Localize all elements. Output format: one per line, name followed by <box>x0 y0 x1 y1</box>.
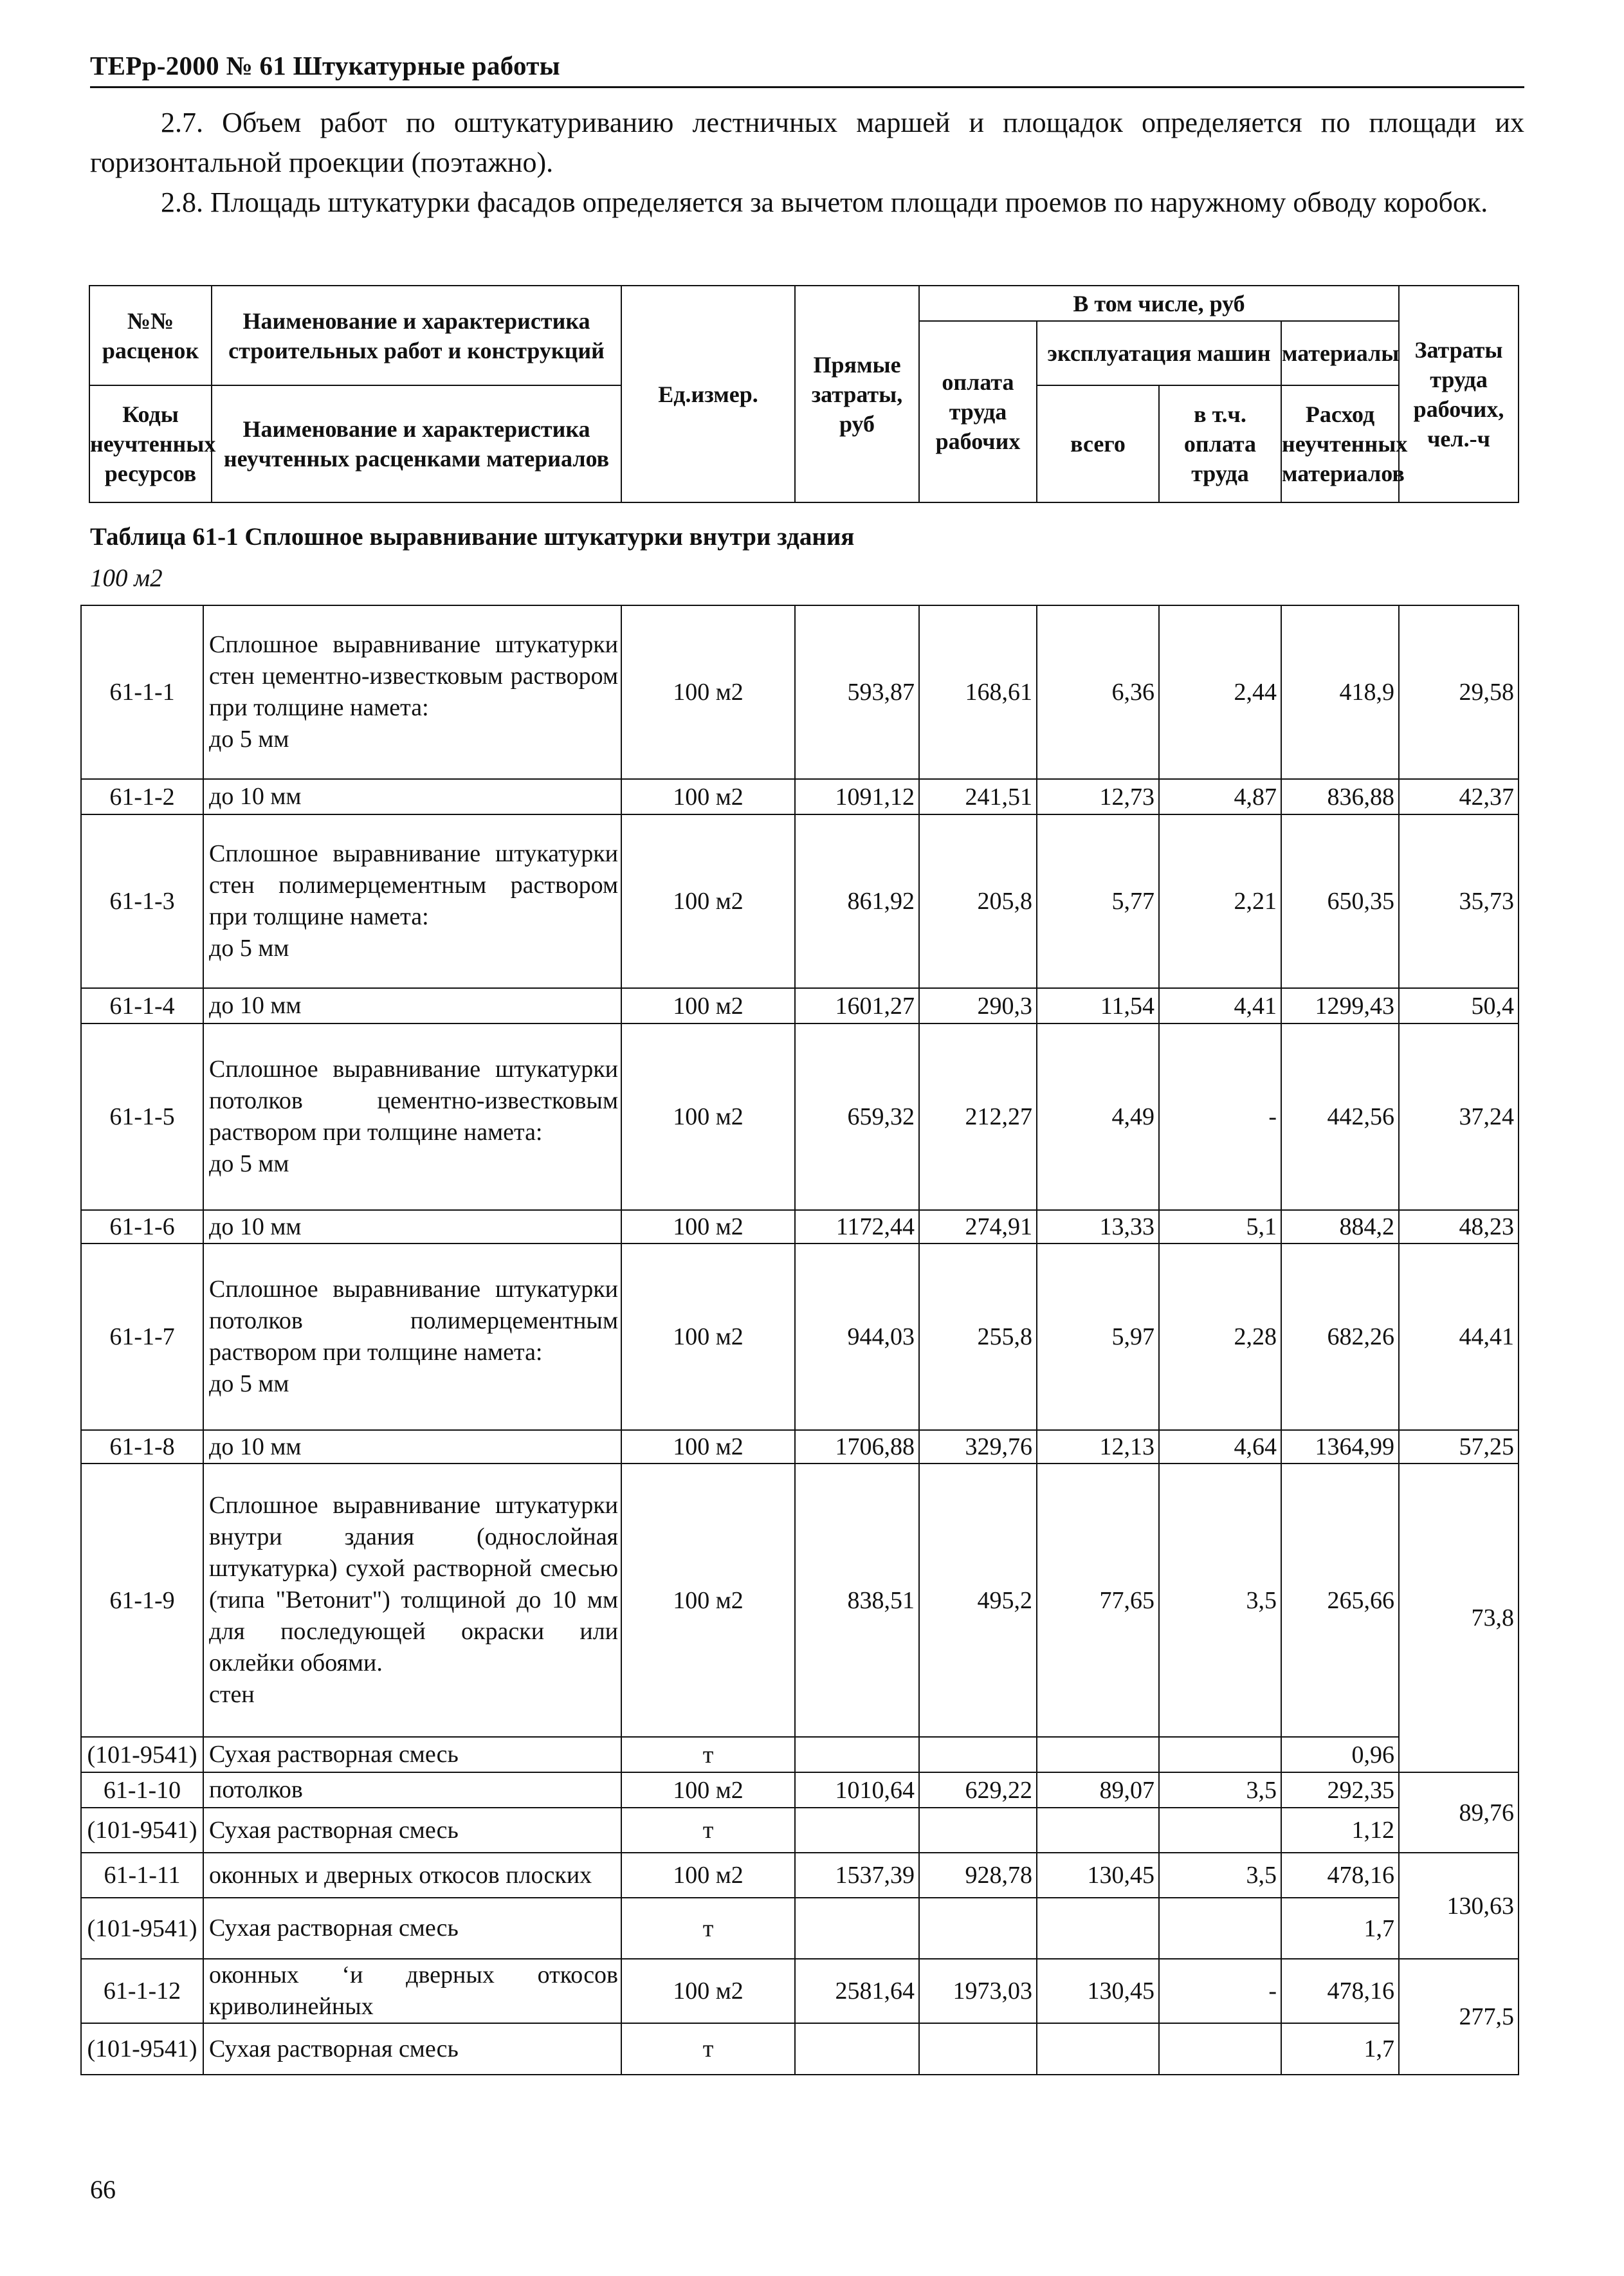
resource-amount: 1,7 <box>1281 2023 1399 2075</box>
machine-labor-cell: 3,5 <box>1159 1464 1281 1737</box>
work-description <box>203 1853 621 1898</box>
work-description-text: до 10 мм <box>209 992 302 1019</box>
resource-unit: т <box>621 1737 795 1772</box>
work-description <box>203 1244 621 1430</box>
labor-pay-cell: 241,51 <box>919 779 1037 814</box>
materials-cell: 682,26 <box>1281 1244 1399 1430</box>
machine-total-cell: 89,07 <box>1037 1772 1159 1808</box>
machine-total-cell: 77,65 <box>1037 1464 1159 1737</box>
work-description <box>203 1210 621 1244</box>
table-row <box>81 1244 1519 1430</box>
machine-total-cell: 4,49 <box>1037 1023 1159 1210</box>
labor-pay-cell: 1973,03 <box>919 1959 1037 2023</box>
direct-cost-cell: 1537,39 <box>795 1853 919 1898</box>
direct-cost-cell: 659,32 <box>795 1023 919 1210</box>
work-description-text: оконных и дверных откосов плоских <box>209 1861 592 1889</box>
work-description <box>203 779 621 814</box>
work-description-text: до 10 мм <box>209 783 302 810</box>
direct-cost-cell: 838,51 <box>795 1464 919 1737</box>
rate-code: 61-1-9 <box>81 1464 203 1737</box>
labor-pay-cell: 329,76 <box>919 1430 1037 1464</box>
unit-cell: 100 м2 <box>621 1464 795 1737</box>
work-description <box>203 1430 621 1464</box>
work-description-subitem: стен <box>209 1681 255 1708</box>
labor-pay-cell: 629,22 <box>919 1772 1037 1808</box>
header-resource-consumption: Расход неучтенных материалов <box>1281 385 1399 502</box>
empty-cell <box>919 1898 1037 1959</box>
resource-unit: т <box>621 1898 795 1959</box>
labor-pay-cell: 928,78 <box>919 1853 1037 1898</box>
resource-code: (101-9541) <box>81 1898 203 1959</box>
machine-labor-cell: 4,41 <box>1159 988 1281 1023</box>
work-description-subitem: до 5 мм <box>209 1150 289 1177</box>
labor-cost-cell: 42,37 <box>1399 779 1519 814</box>
work-description-text: Сплошное выравнивание штукатурки стен полимерцементным раствором при толщине намета: <box>209 840 618 930</box>
work-description <box>203 988 621 1023</box>
header-direct-cost: Прямые затраты, руб <box>795 286 919 502</box>
labor-cost-cell: 37,24 <box>1399 1023 1519 1210</box>
empty-cell <box>1159 1898 1281 1959</box>
empty-cell <box>1037 2023 1159 2075</box>
labor-pay-cell: 274,91 <box>919 1210 1037 1244</box>
work-description-subitem: до 5 мм <box>209 1370 289 1397</box>
machine-labor-cell: - <box>1159 1023 1281 1210</box>
direct-cost-cell: 2581,64 <box>795 1959 919 2023</box>
empty-cell <box>919 1808 1037 1853</box>
work-description-text: потолков <box>209 1776 303 1803</box>
resource-row <box>81 1898 1519 1959</box>
work-description-text: до 10 мм <box>209 1433 302 1460</box>
table-row <box>81 1464 1519 1737</box>
work-description-text: Сплошное выравнивание штукатурки стен цементно-известковым раствором при толщине намета: <box>209 631 618 721</box>
labor-cost-cell: 57,25 <box>1399 1430 1519 1464</box>
table-row <box>81 814 1519 988</box>
labor-cost-cell: 35,73 <box>1399 814 1519 988</box>
table-row <box>81 605 1519 779</box>
direct-cost-cell: 1601,27 <box>795 988 919 1023</box>
labor-cost-cell: 29,58 <box>1399 605 1519 779</box>
header-including: В том числе, руб <box>919 286 1399 321</box>
work-description-text: до 10 мм <box>209 1213 302 1240</box>
rate-code: 61-1-11 <box>81 1853 203 1898</box>
resource-name: Сухая растворная смесь <box>203 1898 621 1959</box>
header-name: Наименование и характеристика строительных работ и конструкций <box>212 286 621 385</box>
labor-cost-cell: 89,76 <box>1399 1772 1519 1853</box>
unit-cell: 100 м2 <box>621 1853 795 1898</box>
rate-code: 61-1-12 <box>81 1959 203 2023</box>
header-materials: материалы <box>1281 321 1399 385</box>
rate-code: 61-1-3 <box>81 814 203 988</box>
resource-amount: 0,96 <box>1281 1737 1399 1772</box>
work-description-text: оконных ‘и дверных откосов криволинейных <box>209 1961 618 2020</box>
table-caption: Таблица 61-1 Сплошное выравнивание штукатурки внутри здания <box>90 523 855 551</box>
intro-text <box>90 103 1524 223</box>
paragraph-2-8: 2.8. Площадь штукатурки фасадов определяется за вычетом площади проемов по наружному обводу коробок. <box>161 187 1488 218</box>
work-description <box>203 814 621 988</box>
empty-cell <box>795 1808 919 1853</box>
work-description <box>203 1464 621 1737</box>
empty-cell <box>1159 1737 1281 1772</box>
materials-cell: 1364,99 <box>1281 1430 1399 1464</box>
rate-code: 61-1-5 <box>81 1023 203 1210</box>
header-machine-operation: эксплуатация машин <box>1037 321 1281 385</box>
table-row <box>81 1430 1519 1464</box>
machine-labor-cell: 2,28 <box>1159 1244 1281 1430</box>
materials-cell: 478,16 <box>1281 1959 1399 2023</box>
labor-cost-cell: 277,5 <box>1399 1959 1519 2075</box>
labor-pay-cell: 168,61 <box>919 605 1037 779</box>
direct-cost-cell: 944,03 <box>795 1244 919 1430</box>
header-resource-name: Наименование и характеристика неучтенных расценками материалов <box>212 385 621 502</box>
table-row <box>81 988 1519 1023</box>
empty-cell <box>1037 1808 1159 1853</box>
direct-cost-cell: 1091,12 <box>795 779 919 814</box>
unit-cell: 100 м2 <box>621 1959 795 2023</box>
direct-cost-cell: 593,87 <box>795 605 919 779</box>
materials-cell: 292,35 <box>1281 1772 1399 1808</box>
labor-cost-cell: 44,41 <box>1399 1244 1519 1430</box>
machine-total-cell: 130,45 <box>1037 1959 1159 2023</box>
machine-total-cell: 11,54 <box>1037 988 1159 1023</box>
work-description-text: Сплошное выравнивание штукатурки потолков цементно-известковым раствором при толщине намета: <box>209 1056 618 1146</box>
header-labor-pay: оплата труда рабочих <box>919 321 1037 502</box>
materials-cell: 836,88 <box>1281 779 1399 814</box>
resource-name: Сухая растворная смесь <box>203 1737 621 1772</box>
table-row <box>81 1210 1519 1244</box>
unit-cell: 100 м2 <box>621 605 795 779</box>
empty-cell <box>1159 2023 1281 2075</box>
work-description <box>203 1023 621 1210</box>
machine-labor-cell: - <box>1159 1959 1281 2023</box>
resource-row <box>81 1737 1519 1772</box>
unit-cell: 100 м2 <box>621 1210 795 1244</box>
empty-cell <box>1037 1898 1159 1959</box>
resource-name: Сухая растворная смесь <box>203 2023 621 2075</box>
labor-cost-cell: 73,8 <box>1399 1464 1519 1772</box>
empty-cell <box>1037 1737 1159 1772</box>
resource-code: (101-9541) <box>81 1808 203 1853</box>
labor-pay-cell: 290,3 <box>919 988 1037 1023</box>
labor-pay-cell: 212,27 <box>919 1023 1037 1210</box>
rate-code: 61-1-6 <box>81 1210 203 1244</box>
empty-cell <box>919 1737 1037 1772</box>
table-row <box>81 1853 1519 1898</box>
machine-labor-cell: 3,5 <box>1159 1772 1281 1808</box>
labor-pay-cell: 205,8 <box>919 814 1037 988</box>
machine-total-cell: 13,33 <box>1037 1210 1159 1244</box>
machine-labor-cell: 2,21 <box>1159 814 1281 988</box>
direct-cost-cell: 1706,88 <box>795 1430 919 1464</box>
resource-code: (101-9541) <box>81 2023 203 2075</box>
rate-code: 61-1-7 <box>81 1244 203 1430</box>
header-unit: Ед.измер. <box>621 286 795 502</box>
resource-name: Сухая растворная смесь <box>203 1808 621 1853</box>
empty-cell <box>795 1898 919 1959</box>
work-description <box>203 1772 621 1808</box>
machine-labor-cell: 5,1 <box>1159 1210 1281 1244</box>
table-row <box>81 779 1519 814</box>
resource-row <box>81 2023 1519 2075</box>
rate-code: 61-1-4 <box>81 988 203 1023</box>
table-header <box>89 285 1519 503</box>
machine-total-cell: 5,97 <box>1037 1244 1159 1430</box>
machine-total-cell: 130,45 <box>1037 1853 1159 1898</box>
resource-amount: 1,12 <box>1281 1808 1399 1853</box>
unit-cell: 100 м2 <box>621 1772 795 1808</box>
rate-code: 61-1-10 <box>81 1772 203 1808</box>
work-description-text: Сплошное выравнивание штукатурки потолков полимерцементным раствором при толщине намета: <box>209 1276 618 1366</box>
header-labor-cost: Затраты труда рабочих, чел.-ч <box>1399 286 1519 502</box>
direct-cost-cell: 1172,44 <box>795 1210 919 1244</box>
direct-cost-cell: 1010,64 <box>795 1772 919 1808</box>
unit-cell: 100 м2 <box>621 779 795 814</box>
resource-unit: т <box>621 1808 795 1853</box>
machine-total-cell: 5,77 <box>1037 814 1159 988</box>
materials-cell: 418,9 <box>1281 605 1399 779</box>
machine-total-cell: 12,73 <box>1037 779 1159 814</box>
work-description <box>203 605 621 779</box>
labor-pay-cell: 255,8 <box>919 1244 1037 1430</box>
page-header: ТЕРр-2000 № 61 Штукатурные работы <box>90 50 1524 88</box>
rate-code: 61-1-1 <box>81 605 203 779</box>
rate-code: 61-1-8 <box>81 1430 203 1464</box>
rate-code: 61-1-2 <box>81 779 203 814</box>
rates-table <box>80 605 1519 2075</box>
header-resource-code: Коды неучтенных ресурсов <box>89 385 212 502</box>
resource-row <box>81 1808 1519 1853</box>
machine-total-cell: 6,36 <box>1037 605 1159 779</box>
header-machine-labor: в т.ч. оплата труда <box>1159 385 1281 502</box>
resource-code: (101-9541) <box>81 1737 203 1772</box>
unit-note: 100 м2 <box>90 564 163 592</box>
empty-cell <box>795 1737 919 1772</box>
table-row <box>81 1023 1519 1210</box>
table-row <box>81 1772 1519 1808</box>
labor-cost-cell: 130,63 <box>1399 1853 1519 1959</box>
labor-pay-cell: 495,2 <box>919 1464 1037 1737</box>
machine-labor-cell: 3,5 <box>1159 1853 1281 1898</box>
empty-cell <box>1159 1808 1281 1853</box>
work-description-subitem: до 5 мм <box>209 726 289 753</box>
unit-cell: 100 м2 <box>621 1430 795 1464</box>
unit-cell: 100 м2 <box>621 988 795 1023</box>
machine-labor-cell: 2,44 <box>1159 605 1281 779</box>
materials-cell: 265,66 <box>1281 1464 1399 1737</box>
machine-total-cell: 12,13 <box>1037 1430 1159 1464</box>
materials-cell: 478,16 <box>1281 1853 1399 1898</box>
machine-labor-cell: 4,87 <box>1159 779 1281 814</box>
unit-cell: 100 м2 <box>621 814 795 988</box>
work-description <box>203 1959 621 2023</box>
materials-cell: 442,56 <box>1281 1023 1399 1210</box>
machine-labor-cell: 4,64 <box>1159 1430 1281 1464</box>
header-code: №№ расценок <box>89 286 212 385</box>
resource-amount: 1,7 <box>1281 1898 1399 1959</box>
header-machine-total: всего <box>1037 385 1159 502</box>
direct-cost-cell: 861,92 <box>795 814 919 988</box>
materials-cell: 884,2 <box>1281 1210 1399 1244</box>
paragraph-2-7: 2.7. Объем работ по оштукатуриванию лестничных маршей и площадок определяется по площади их горизонтальной проекции (поэтажно). <box>90 107 1524 178</box>
page-number: 66 <box>90 2175 116 2204</box>
work-description-subitem: до 5 мм <box>209 935 289 962</box>
labor-cost-cell: 50,4 <box>1399 988 1519 1023</box>
empty-cell <box>919 2023 1037 2075</box>
resource-unit: т <box>621 2023 795 2075</box>
work-description-text: Сплошное выравнивание штукатурки внутри здания (однослойная штукатурка) сухой растворной смесью (типа "Ветонит") толщиной до 10 мм для последующей окраски или оклейки обоями. <box>209 1492 618 1676</box>
labor-cost-cell: 48,23 <box>1399 1210 1519 1244</box>
materials-cell: 650,35 <box>1281 814 1399 988</box>
table-row <box>81 1959 1519 2023</box>
unit-cell: 100 м2 <box>621 1244 795 1430</box>
empty-cell <box>795 2023 919 2075</box>
unit-cell: 100 м2 <box>621 1023 795 1210</box>
materials-cell: 1299,43 <box>1281 988 1399 1023</box>
